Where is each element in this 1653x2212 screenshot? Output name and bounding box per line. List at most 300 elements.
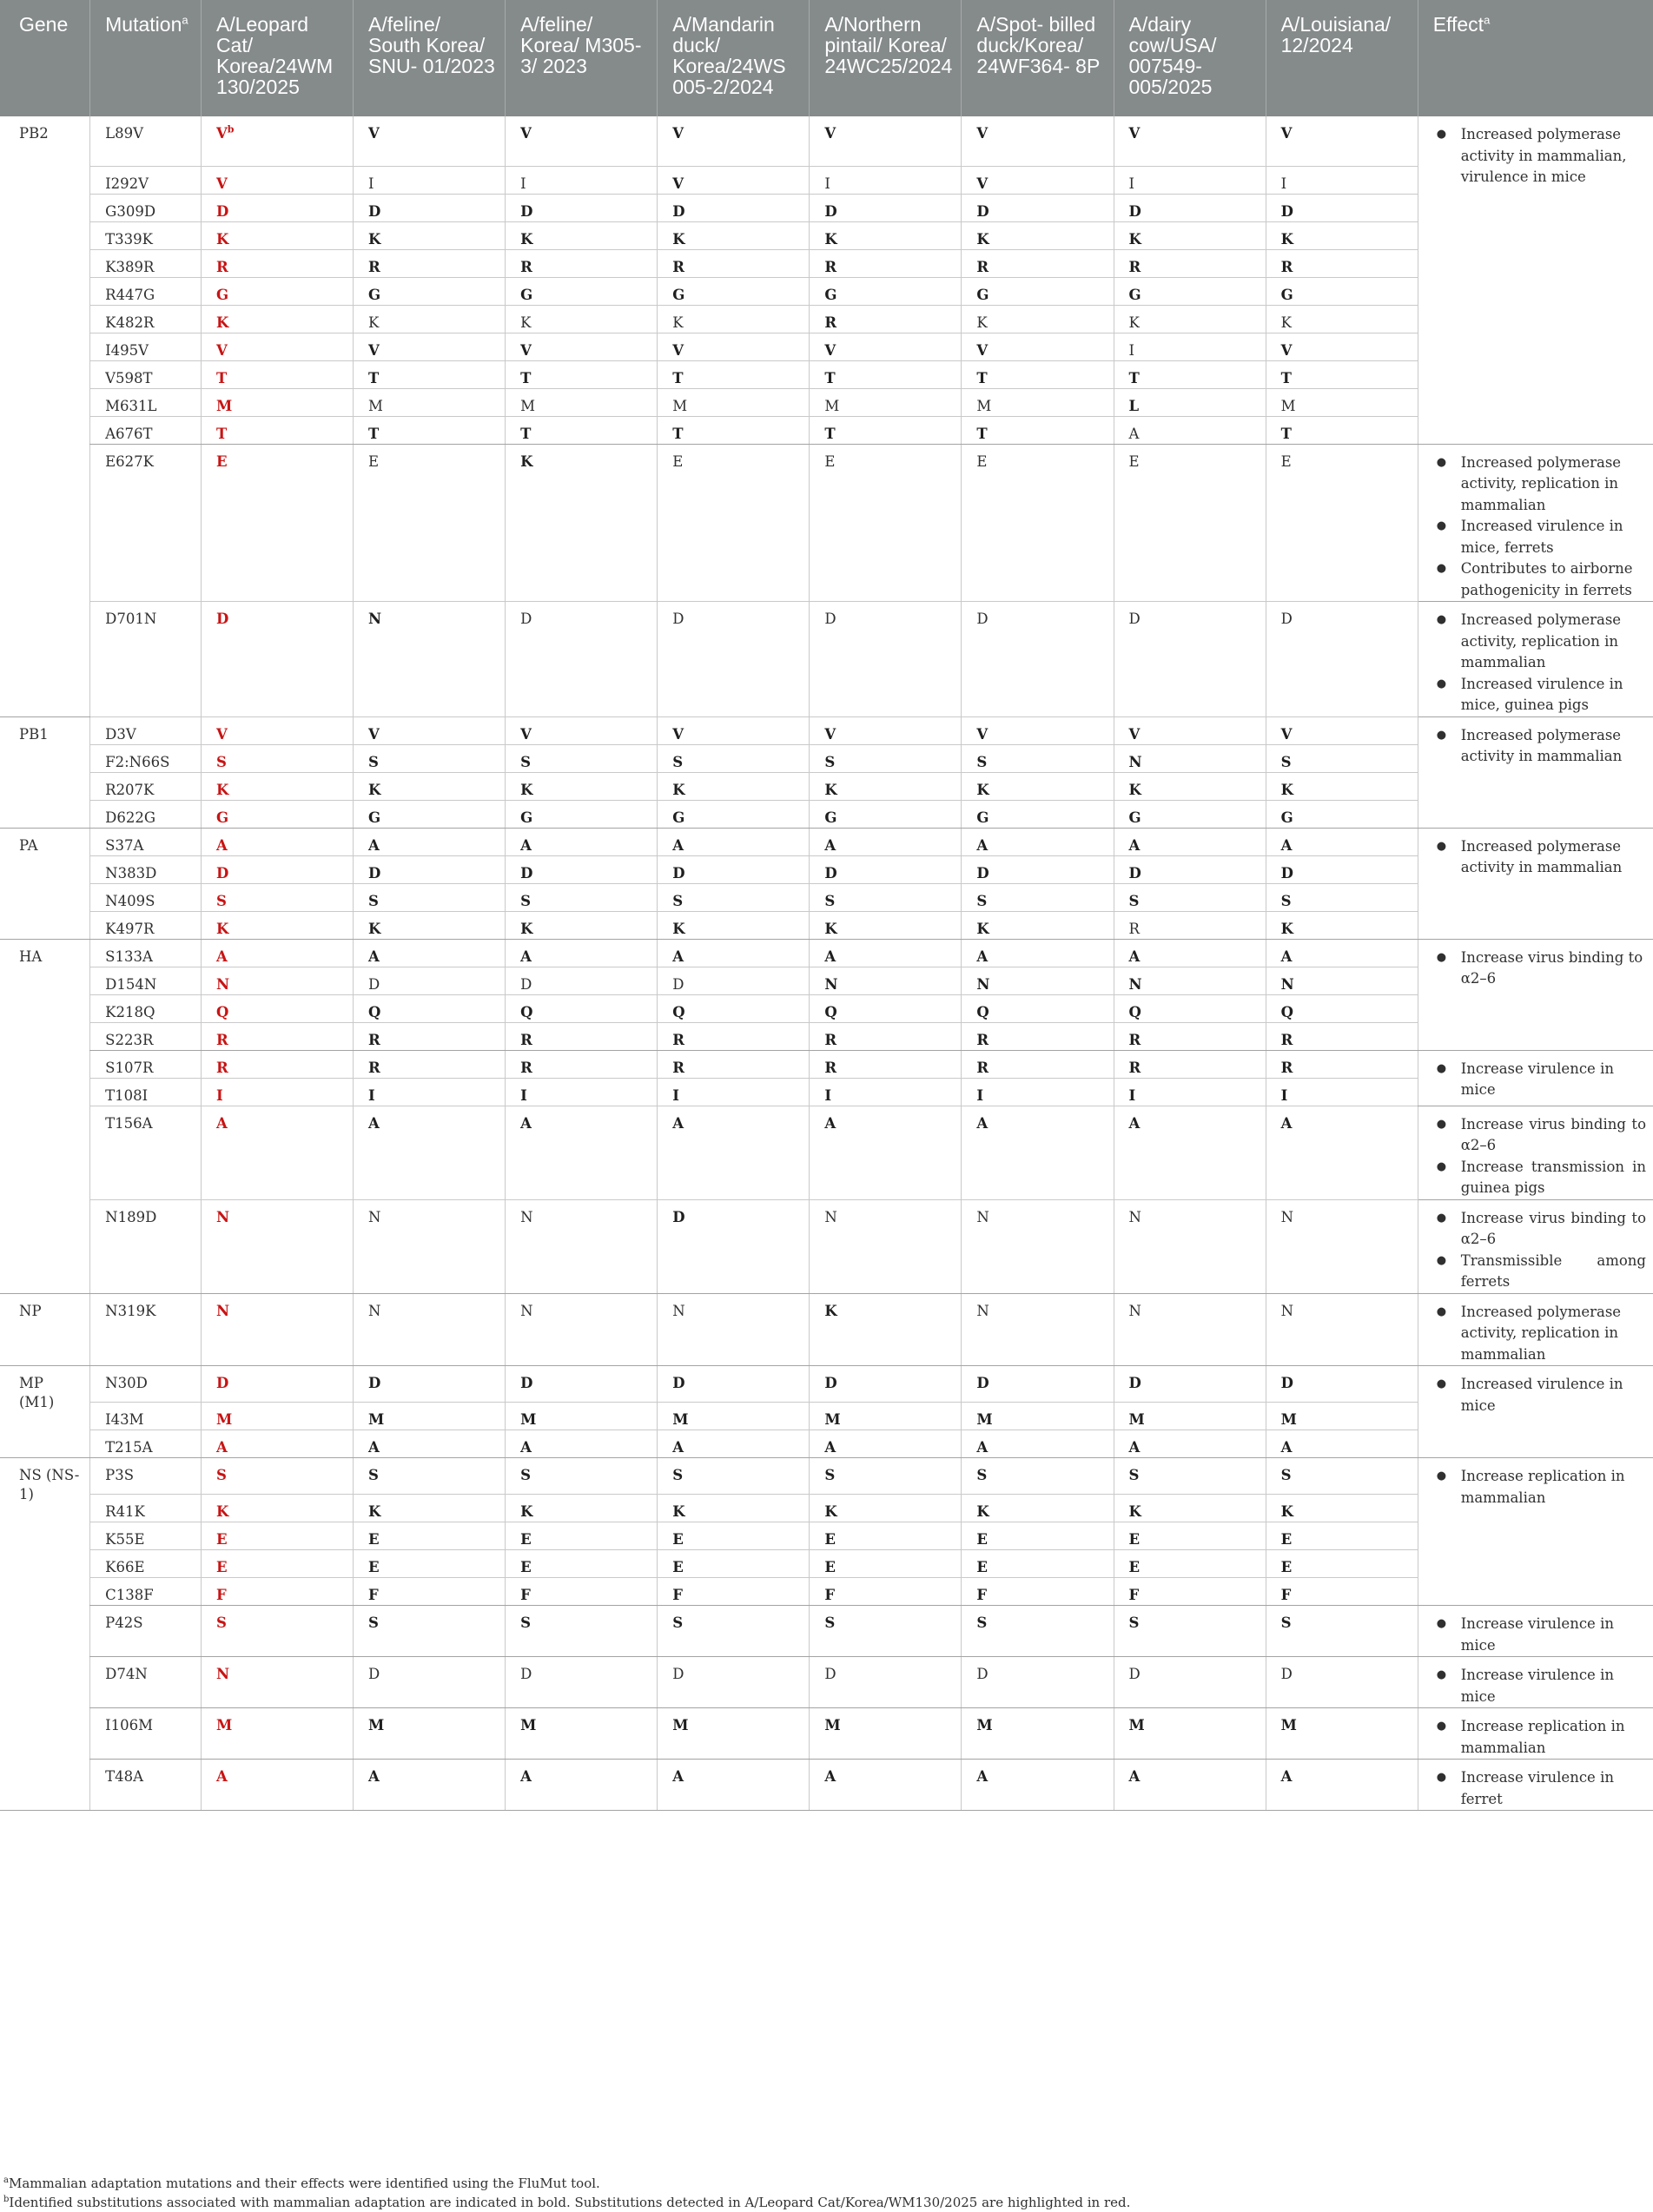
residue-value: A (215, 836, 228, 854)
residue-value: D (215, 1375, 229, 1391)
residue-cell (506, 1550, 658, 1578)
residue-value: T (215, 369, 228, 386)
mutation-cell: D701N (90, 602, 202, 717)
mutation-cell: C138F (90, 1578, 202, 1606)
residue-cell (962, 602, 1114, 717)
effect-cell (1418, 1050, 1653, 1106)
residue-cell (658, 194, 810, 221)
residue-cell (962, 800, 1114, 828)
residue-cell (962, 1458, 1114, 1495)
residue-value: M (368, 1411, 385, 1428)
residue-cell (201, 716, 353, 744)
residue-cell (962, 1606, 1114, 1657)
residue-value: N (1128, 1208, 1141, 1225)
residue-value: N (368, 611, 382, 627)
residue-cell (810, 1657, 962, 1708)
residue-cell (658, 828, 810, 855)
residue-cell (354, 360, 506, 388)
residue-value: I (976, 1086, 984, 1104)
residue-value: A (1280, 948, 1293, 965)
residue-cell (354, 1106, 506, 1199)
residue-cell (810, 1495, 962, 1522)
residue-cell (201, 444, 353, 602)
mutation-cell: R447G (90, 277, 202, 305)
effect-cell (1418, 444, 1653, 602)
residue-cell (506, 333, 658, 360)
residue-value: N (215, 1302, 230, 1319)
residue-value: V (215, 725, 228, 743)
residue-cell (658, 1657, 810, 1708)
residue-cell (354, 744, 506, 772)
residue-value: A (368, 1439, 380, 1456)
residue-value: V (215, 125, 228, 142)
residue-cell (1266, 116, 1418, 166)
residue-value: K (368, 314, 380, 331)
residue-cell (506, 1430, 658, 1458)
effect-item: ● Increase transmission in guinea pigs (1461, 1157, 1646, 1199)
residue-cell (1266, 1293, 1418, 1366)
effect-item: ● Transmissible among ferrets (1461, 1251, 1646, 1293)
effect-cell (1418, 716, 1653, 828)
residue-cell (201, 1495, 353, 1522)
residue-value: D (215, 864, 229, 881)
residue-value: N (976, 1208, 989, 1225)
table-row (0, 800, 1653, 828)
residue-value: D (1280, 1375, 1293, 1391)
residue-value: E (368, 1559, 380, 1575)
mutation-cell: D74N (90, 1657, 202, 1708)
residue-cell (658, 277, 810, 305)
gene-cell: NS (NS-1) (0, 1458, 90, 1811)
residue-cell (1266, 1550, 1418, 1578)
residue-value: K (520, 920, 533, 937)
residue-cell (506, 1522, 658, 1550)
residue-value: E (520, 1531, 532, 1548)
table-row (0, 911, 1653, 939)
residue-value: K (368, 1503, 381, 1520)
residue-cell (658, 883, 810, 911)
header-strain-2: A/feline/ Korea/ M305-3/ 2023 (506, 0, 658, 116)
residue-value: F (1280, 1587, 1292, 1603)
footnote-b: $^b$Identified substitutions associated with mammalian adaptation are indicated in bold. Substitutions detected in A/Leopard Cat/Korea/WM130/2025 are highlighted in red. (3, 2195, 1131, 2210)
residue-cell (1266, 1657, 1418, 1708)
table-row (0, 1022, 1653, 1050)
residue-value: I (215, 1086, 223, 1104)
residue-value: K (520, 314, 532, 331)
residue-value: N (824, 975, 838, 993)
residue-value: I (1128, 175, 1135, 192)
residue-value: D (824, 1375, 837, 1391)
residue-value: K (215, 314, 229, 331)
residue-cell (354, 249, 506, 277)
residue-value: T (1128, 369, 1140, 386)
effect-list (1433, 452, 1646, 602)
residue-cell (658, 1106, 810, 1199)
table-row (0, 1106, 1653, 1199)
residue-cell (658, 1708, 810, 1760)
residue-cell (658, 1458, 810, 1495)
residue-cell (1266, 800, 1418, 828)
residue-cell (201, 1022, 353, 1050)
residue-cell (962, 1199, 1114, 1293)
residue-value: T (672, 425, 684, 442)
residue-value: M (368, 397, 383, 414)
residue-cell (658, 1199, 810, 1293)
residue-cell (354, 939, 506, 967)
effect-item: ● Increased polymerase activity, replication in mammalian (1461, 610, 1646, 674)
table-row (0, 967, 1653, 994)
residue-value: N (1128, 1302, 1141, 1319)
residue-cell (1266, 1606, 1418, 1657)
residue-value: A (976, 948, 988, 965)
residue-value: S (976, 753, 988, 770)
table-row (0, 1403, 1653, 1430)
residue-cell (506, 1050, 658, 1078)
mutation-cell: T339K (90, 221, 202, 249)
residue-cell (506, 1495, 658, 1522)
residue-cell (1114, 305, 1266, 333)
table-row (0, 249, 1653, 277)
residue-value: S (215, 753, 227, 770)
residue-cell (354, 1708, 506, 1760)
residue-cell (506, 772, 658, 800)
residue-value: V (1128, 725, 1141, 743)
residue-cell (962, 1522, 1114, 1550)
residue-cell (658, 116, 810, 166)
gene-cell: NP (0, 1293, 90, 1366)
mutation-cell: F2:N66S (90, 744, 202, 772)
residue-value: D (672, 1375, 685, 1391)
residue-value: G (1280, 286, 1293, 303)
residue-cell (1114, 1550, 1266, 1578)
residue-value: R (368, 258, 380, 275)
residue-value: D (976, 1666, 988, 1682)
residue-cell (658, 221, 810, 249)
table-body (0, 116, 1653, 1811)
residue-cell (354, 1495, 506, 1522)
residue-cell (201, 277, 353, 305)
residue-cell (1114, 1293, 1266, 1366)
residue-value: Q (824, 1003, 837, 1020)
residue-value: N (215, 975, 230, 993)
residue-cell (506, 221, 658, 249)
residue-value: D (215, 611, 229, 627)
residue-cell (201, 1578, 353, 1606)
residue-cell (506, 911, 658, 939)
residue-cell (658, 1403, 810, 1430)
residue-value: S (824, 1614, 836, 1631)
residue-value: E (672, 452, 684, 470)
residue-value: F (1128, 1587, 1140, 1603)
residue-value: V (215, 175, 228, 192)
residue-cell (810, 305, 962, 333)
mutation-cell: D622G (90, 800, 202, 828)
residue-value: K (976, 920, 989, 937)
residue-value: K (824, 781, 837, 798)
residue-cell (1266, 744, 1418, 772)
residue-cell (1114, 1050, 1266, 1078)
effect-list (1433, 1114, 1646, 1199)
residue-value: A (824, 1439, 836, 1456)
residue-cell (201, 1050, 353, 1078)
residue-value: F (824, 1587, 836, 1603)
residue-cell (506, 855, 658, 883)
residue-cell (1114, 1366, 1266, 1403)
residue-cell (658, 1522, 810, 1550)
residue-cell (506, 716, 658, 744)
residue-value: K (976, 230, 989, 248)
residue-value: T (368, 369, 380, 386)
table-row (0, 716, 1653, 744)
residue-value: E (1280, 452, 1292, 470)
residue-cell (1114, 1578, 1266, 1606)
mutation-cell: I106M (90, 1708, 202, 1760)
residue-value: T (520, 369, 532, 386)
residue-cell (962, 911, 1114, 939)
residue-value: A (672, 1114, 684, 1132)
residue-cell (506, 444, 658, 602)
residue-value: Q (672, 1003, 685, 1020)
residue-value: D (520, 975, 532, 993)
residue-value: I (1280, 1086, 1288, 1104)
residue-cell (1266, 716, 1418, 744)
residue-cell (658, 939, 810, 967)
residue-cell (1266, 911, 1418, 939)
residue-value: R (672, 258, 684, 275)
residue-cell (506, 194, 658, 221)
residue-cell (506, 744, 658, 772)
residue-cell (658, 1760, 810, 1811)
residue-cell (506, 249, 658, 277)
residue-cell (1266, 967, 1418, 994)
residue-cell (506, 828, 658, 855)
residue-value: S (215, 892, 227, 909)
mutation-cell: V598T (90, 360, 202, 388)
residue-value: E (368, 452, 380, 470)
residue-value: K (1280, 781, 1293, 798)
residue-value: A (1128, 836, 1141, 854)
effect-list (1433, 1466, 1646, 1509)
gene-cell: PB1 (0, 716, 90, 828)
residue-value: K (368, 781, 381, 798)
residue-cell (1114, 1606, 1266, 1657)
residue-cell (658, 333, 810, 360)
residue-value: T (672, 369, 684, 386)
residue-value: V (520, 125, 532, 142)
residue-cell (506, 1403, 658, 1430)
residue-cell (810, 416, 962, 444)
residue-value: A (368, 1114, 380, 1132)
residue-cell (810, 1550, 962, 1578)
residue-cell (962, 277, 1114, 305)
residue-value: Q (215, 1003, 229, 1020)
residue-value: V (672, 125, 684, 142)
mutation-cell: D154N (90, 967, 202, 994)
residue-value: N (520, 1208, 533, 1225)
residue-cell (658, 1430, 810, 1458)
residue-cell (354, 800, 506, 828)
effect-cell (1418, 828, 1653, 939)
residue-cell (810, 994, 962, 1022)
residue-value: R (1128, 920, 1140, 937)
residue-value: D (368, 864, 381, 881)
residue-value: G (976, 286, 989, 303)
residue-value: K (1128, 1503, 1141, 1520)
residue-value: D (520, 864, 533, 881)
residue-cell (354, 1366, 506, 1403)
residue-cell (810, 883, 962, 911)
residue-cell (810, 1022, 962, 1050)
residue-value: V (215, 341, 228, 359)
residue-cell (201, 333, 353, 360)
table-row (0, 305, 1653, 333)
residue-cell (506, 1078, 658, 1106)
residue-cell (962, 1657, 1114, 1708)
effect-list (1433, 610, 1646, 716)
residue-cell (506, 416, 658, 444)
residue-value: A (520, 1114, 532, 1132)
residue-cell (1114, 1430, 1266, 1458)
residue-value: D (368, 975, 380, 993)
effect-item: ● Increase virulence in mice (1461, 1614, 1646, 1656)
residue-cell (1114, 1657, 1266, 1708)
residue-cell (354, 602, 506, 717)
residue-value: K (976, 1503, 989, 1520)
residue-cell (658, 1606, 810, 1657)
residue-cell (506, 1606, 658, 1657)
residue-cell (1114, 388, 1266, 416)
residue-value: S (1128, 1467, 1140, 1483)
residue-cell (201, 855, 353, 883)
residue-cell (1266, 221, 1418, 249)
residue-value: S (824, 892, 836, 909)
residue-cell (962, 1760, 1114, 1811)
residue-cell (506, 1106, 658, 1199)
residue-cell (506, 1366, 658, 1403)
residue-value: S (672, 892, 684, 909)
residue-cell (1114, 194, 1266, 221)
table-row (0, 772, 1653, 800)
residue-cell (810, 116, 962, 166)
residue-value: E (215, 1559, 228, 1575)
residue-value: R (1128, 1059, 1141, 1076)
residue-value: D (672, 975, 684, 993)
residue-value: K (1128, 314, 1140, 331)
residue-value: N (672, 1302, 685, 1319)
table-row (0, 1708, 1653, 1760)
residue-value: R (520, 258, 532, 275)
residue-cell (1266, 166, 1418, 194)
residue-value: M (215, 397, 233, 414)
residue-value: R (368, 1031, 380, 1048)
residue-value: V (368, 125, 380, 142)
effect-list (1433, 124, 1646, 188)
table-row (0, 1657, 1653, 1708)
effect-item: ● Increase replication in mammalian (1461, 1716, 1646, 1759)
residue-cell (201, 602, 353, 717)
residue-cell (810, 1293, 962, 1366)
table-row (0, 828, 1653, 855)
residue-cell (1266, 1578, 1418, 1606)
residue-cell (658, 855, 810, 883)
residue-cell (354, 1760, 506, 1811)
residue-cell (1114, 1106, 1266, 1199)
residue-value: D (672, 1208, 685, 1225)
residue-value: D (824, 611, 836, 627)
residue-cell (354, 855, 506, 883)
table-row (0, 221, 1653, 249)
residue-cell (658, 360, 810, 388)
residue-cell (962, 1366, 1114, 1403)
residue-value: E (976, 1559, 988, 1575)
residue-value: S (520, 1614, 532, 1631)
residue-value: A (824, 836, 836, 854)
residue-cell (658, 967, 810, 994)
residue-value: L (1128, 397, 1140, 414)
footnote-mark: b (227, 123, 235, 135)
residue-value: K (1128, 781, 1141, 798)
residue-value: K (520, 230, 533, 248)
residue-value: K (824, 920, 837, 937)
residue-value: A (1280, 1439, 1293, 1456)
residue-value: G (215, 286, 229, 303)
residue-value: V (520, 725, 532, 743)
residue-cell (354, 883, 506, 911)
residue-value: A (672, 1439, 684, 1456)
residue-value: I (368, 1086, 375, 1104)
residue-cell (658, 911, 810, 939)
residue-cell (810, 1606, 962, 1657)
effect-list (1433, 1665, 1646, 1707)
residue-value: E (368, 1531, 380, 1548)
residue-cell (506, 116, 658, 166)
header-strain-0: A/Leopard Cat/ Korea/24WM 130/2025 (201, 0, 353, 116)
residue-value: V (976, 341, 988, 359)
effect-list (1433, 1716, 1646, 1759)
residue-value: G (368, 286, 381, 303)
effect-item: ● Increase virus binding to α2–6 (1461, 1208, 1646, 1251)
residue-cell (1114, 772, 1266, 800)
residue-cell (201, 800, 353, 828)
residue-value: A (976, 1114, 988, 1132)
residue-cell (658, 1293, 810, 1366)
residue-cell (962, 1495, 1114, 1522)
residue-cell (810, 911, 962, 939)
table-row (0, 1078, 1653, 1106)
residue-value: F (215, 1587, 227, 1603)
residue-value: E (1128, 452, 1140, 470)
residue-value: A (215, 1114, 228, 1132)
residue-cell (354, 444, 506, 602)
effect-cell (1418, 1199, 1653, 1293)
residue-value: R (215, 1031, 228, 1048)
residue-cell (201, 416, 353, 444)
residue-value: T (215, 425, 228, 442)
residue-value: N (1280, 1302, 1294, 1319)
residue-value: D (672, 611, 684, 627)
residue-value: D (368, 1375, 381, 1391)
residue-value: K (215, 230, 229, 248)
effect-list (1433, 1208, 1646, 1293)
residue-cell (506, 1708, 658, 1760)
residue-value: T (976, 369, 988, 386)
residue-cell (962, 416, 1114, 444)
residue-cell (506, 800, 658, 828)
residue-value: M (672, 397, 688, 414)
residue-cell (1114, 1403, 1266, 1430)
residue-cell (354, 116, 506, 166)
residue-value: S (824, 1467, 836, 1483)
